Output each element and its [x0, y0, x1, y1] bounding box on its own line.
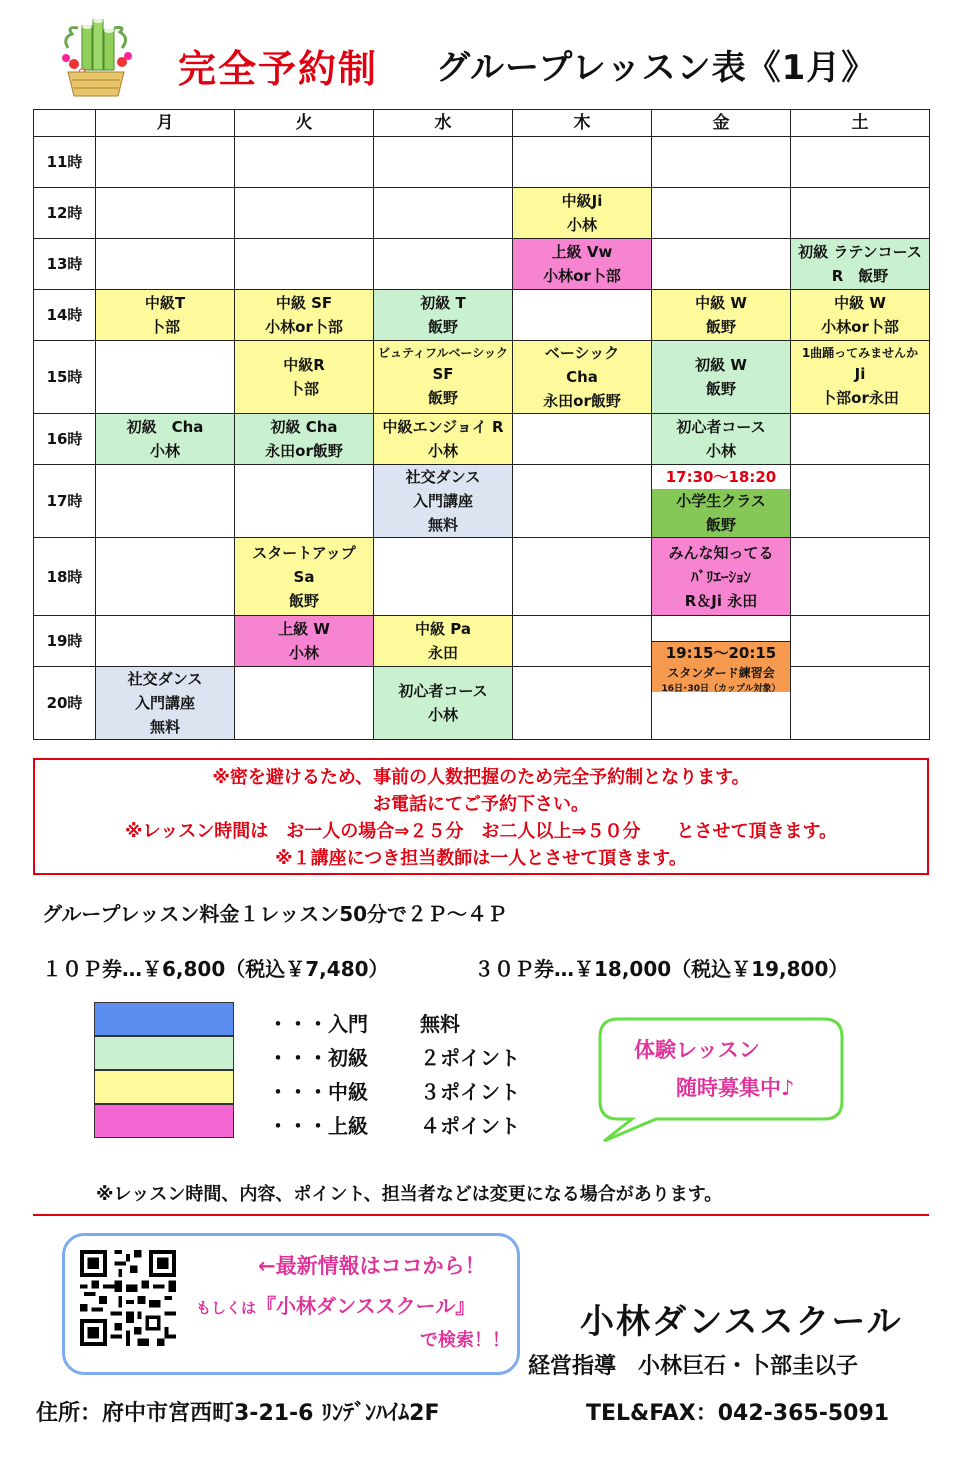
notice-line: お電話にてご予約下さい。 [373, 794, 589, 815]
lesson-cell [235, 414, 374, 465]
empty-cell [791, 188, 930, 239]
empty-cell [652, 188, 791, 239]
lesson-cell [96, 414, 235, 465]
address: 住所：府中市宮西町3-21-6 ﾘﾝﾃﾞﾝﾊｲﾑ2F [36, 1401, 440, 1426]
legend-swatch-beginner [94, 1036, 234, 1070]
row-17 [34, 465, 930, 538]
lesson-name: 中級R [283, 356, 325, 374]
lesson-cell [235, 538, 374, 616]
lesson-cell [652, 341, 791, 414]
qr-latest-info: ←最新情報はココから！ [258, 1254, 486, 1278]
lesson-teacher: 小林or卜部 [821, 318, 899, 336]
empty-cell [96, 465, 235, 538]
lesson-name: 中級 W [834, 294, 886, 312]
lesson-name: 社交ダンス [127, 670, 203, 688]
lesson-name: Cha [566, 368, 598, 386]
empty-cell [96, 188, 235, 239]
empty-cell [96, 239, 235, 290]
lesson-body [652, 489, 790, 537]
fee-line: グループレッスン料金１レッスン50分で２Ｐ～４Ｐ [42, 902, 508, 926]
lesson-name: Ji [854, 365, 866, 383]
empty-cell [235, 239, 374, 290]
legend-points: ２ポイント [420, 1046, 520, 1070]
lesson-time: 17:30～18:20 [652, 465, 790, 489]
day-tue: 火 [235, 110, 374, 137]
row-16 [34, 414, 930, 465]
header [52, 14, 932, 100]
hour-label: 12時 [34, 188, 96, 239]
row-18 [34, 538, 930, 616]
lesson-cell [374, 414, 513, 465]
hour-label: 13時 [34, 239, 96, 290]
lesson-teacher: R＆Ji 永田 [684, 591, 758, 610]
lesson-cell [513, 188, 652, 239]
empty-cell [235, 137, 374, 188]
qr-search-name: 『小林ダンススクール』 [256, 1294, 476, 1318]
lesson-note: 1曲踊ってみませんか [801, 346, 919, 360]
hour-label: 18時 [34, 538, 96, 616]
lesson-teacher: 飯野 [705, 380, 736, 398]
empty-cell [96, 538, 235, 616]
lesson-cell [374, 667, 513, 740]
empty-cell [96, 616, 235, 667]
lesson-name: 社交ダンス [405, 468, 481, 486]
lesson-teacher: 小林 [566, 216, 597, 234]
lesson-teacher: 永田or飯野 [265, 442, 343, 460]
lesson-price: 無料 [149, 718, 180, 736]
legend-swatch-intermediate [94, 1070, 234, 1104]
day-fri: 金 [652, 110, 791, 137]
lesson-teacher: 飯野 [288, 591, 319, 610]
empty-cell [96, 341, 235, 414]
empty-cell [791, 414, 930, 465]
qr-search-suffix: で検索！！ [420, 1330, 510, 1351]
lesson-name: 上級 Vw [551, 243, 613, 261]
day-wed: 水 [374, 110, 513, 137]
lesson-name: 中級 Pa [415, 620, 471, 638]
lesson-time: 19:15～20:15 [665, 644, 777, 662]
lesson-name: 入門講座 [412, 492, 473, 510]
legend-level: ・・・初級 [268, 1046, 368, 1070]
qr-search-hint [196, 1290, 475, 1319]
hour-label: 20時 [34, 667, 96, 740]
ticket-10p: １０Ｐ券…￥6,800（税込￥7,480） [42, 957, 389, 981]
lesson-teacher: 小林or卜部 [543, 267, 621, 285]
row-15 [34, 341, 930, 414]
row-13 [34, 239, 930, 290]
empty-cell [513, 538, 652, 616]
lesson-name: 中級 W [695, 294, 747, 312]
lesson-name: 初級 T [420, 294, 466, 312]
lesson-name: 初級 W [695, 356, 747, 374]
legend-item [268, 1076, 520, 1105]
lesson-teacher: 永田 [427, 644, 458, 662]
lesson-teacher: 飯野 [705, 318, 736, 336]
legend-swatch-intro [94, 1002, 234, 1036]
empty-cell [791, 137, 930, 188]
lesson-name: SF [432, 365, 454, 383]
empty-cell [652, 137, 791, 188]
legend-level: ・・・入門 [268, 1012, 368, 1036]
lesson-name: みんな知ってる [668, 543, 774, 562]
trial-lesson-title: 体験レッスン [634, 1038, 760, 1062]
lesson-name: 初級 ラテンコース [798, 243, 922, 261]
lesson-name: 初級 Cha [126, 418, 204, 436]
lesson-teacher: 小林 [705, 442, 736, 460]
lesson-name: スタンダード練習会 [667, 666, 775, 680]
empty-cell [652, 239, 791, 290]
hour-label: 19時 [34, 616, 96, 667]
lesson-cell [513, 341, 652, 414]
empty-cell [791, 538, 930, 616]
legend-points: 無料 [420, 1012, 460, 1036]
trial-lesson-recruit: 随時募集中♪ [676, 1076, 795, 1100]
lesson-cell [96, 667, 235, 740]
lesson-cell [235, 341, 374, 414]
divider [33, 1214, 929, 1216]
lesson-cell [96, 290, 235, 341]
reservation-notice [33, 758, 929, 875]
lesson-teacher: 飯野 [705, 516, 736, 534]
empty-cell [513, 290, 652, 341]
empty-cell [513, 667, 652, 740]
notice-line: ※１講座につき担当教師は一人とさせて頂きます。 [275, 848, 687, 869]
day-thu: 木 [513, 110, 652, 137]
lesson-cell [652, 538, 791, 616]
lesson-name: 上級 W [278, 620, 330, 638]
corner-cell [34, 110, 96, 137]
empty-cell [235, 465, 374, 538]
empty-cell [791, 667, 930, 740]
school-name: 小林ダンススクール [580, 1302, 903, 1342]
lesson-teacher: 小林 [288, 644, 319, 662]
lesson-cell [235, 616, 374, 667]
empty-cell [791, 616, 930, 667]
hour-label: 15時 [34, 341, 96, 414]
lesson-cell [374, 290, 513, 341]
schedule-table [33, 109, 930, 740]
day-sat: 土 [791, 110, 930, 137]
empty-cell [374, 188, 513, 239]
legend-points: ３ポイント [420, 1080, 520, 1104]
lesson-cell [791, 290, 930, 341]
empty-cell [513, 137, 652, 188]
lesson-cell [791, 341, 930, 414]
hour-label: 14時 [34, 290, 96, 341]
lesson-cell [374, 341, 513, 414]
lesson-cell [374, 465, 513, 538]
lesson-teacher: 飯野 [427, 318, 458, 336]
lesson-teacher: 飯野 [427, 389, 458, 407]
empty-cell [513, 616, 652, 667]
lesson-cell [652, 465, 791, 538]
lesson-cell [652, 616, 791, 740]
row-11 [34, 137, 930, 188]
hour-label: 11時 [34, 137, 96, 188]
row-12 [34, 188, 930, 239]
empty-cell [374, 239, 513, 290]
lesson-name: 初級 Cha [270, 418, 338, 436]
lesson-cell [513, 239, 652, 290]
row-20 [34, 667, 930, 740]
empty-cell [374, 137, 513, 188]
empty-cell [235, 188, 374, 239]
lesson-name: 小学生クラス [676, 492, 766, 510]
lesson-note: ベーシック [544, 344, 620, 362]
legend-item [268, 1110, 520, 1139]
spacer [652, 616, 790, 641]
legend-points: ４ポイント [420, 1114, 520, 1138]
empty-cell [235, 667, 374, 740]
row-19 [34, 616, 930, 667]
lesson-name: スタートアップ [252, 543, 356, 562]
empty-cell [513, 465, 652, 538]
lesson-cell [374, 616, 513, 667]
lesson-cell [652, 414, 791, 465]
ticket-30p: ３０Ｐ券…￥18,000（税込￥19,800） [474, 957, 849, 981]
kadomatsu-icon [52, 18, 140, 98]
lesson-teacher: R 飯野 [831, 267, 889, 285]
lesson-teacher: 小林 [427, 706, 458, 724]
empty-cell [513, 414, 652, 465]
legend-item [268, 1008, 460, 1037]
lesson-note: ビュティフルベーシック [377, 346, 509, 360]
lesson-body [652, 641, 790, 692]
lesson-cell [791, 239, 930, 290]
lesson-price: 無料 [427, 516, 458, 534]
phone: TEL&FAX：042-365-5091 [586, 1401, 890, 1426]
qr-search-prefix: もしくは [196, 1299, 257, 1317]
lesson-teacher: 卜部 [288, 380, 319, 398]
management: 経営指導 小林巨石・卜部圭以子 [528, 1354, 859, 1379]
notice-line: ※レッスン時間は お一人の場合⇒２５分 お二人以上⇒５０分 とさせて頂きます。 [124, 821, 838, 842]
change-note: ※レッスン時間、内容、ポイント、担当者などは変更になる場合があります。 [96, 1184, 723, 1205]
lesson-cell [235, 290, 374, 341]
row-14 [34, 290, 930, 341]
legend-item [268, 1042, 520, 1071]
lesson-name: 中級Ji [561, 192, 603, 210]
empty-cell [96, 137, 235, 188]
lesson-teacher: 卜部 [149, 318, 180, 336]
lesson-cell [652, 290, 791, 341]
empty-cell [374, 538, 513, 616]
empty-cell [791, 465, 930, 538]
lesson-name: 中級T [144, 294, 186, 312]
title-reservation: 完全予約制 [178, 47, 379, 91]
lesson-teacher: 卜部or永田 [821, 389, 899, 407]
hour-label: 16時 [34, 414, 96, 465]
lesson-teacher: 永田or飯野 [543, 392, 621, 410]
lesson-name: 中級エンジョイ R [382, 418, 504, 436]
lesson-name: 初心者コース [676, 418, 766, 436]
hour-label: 17時 [34, 465, 96, 538]
lesson-teacher: 小林 [149, 442, 180, 460]
day-header-row [34, 110, 930, 137]
page-title: グループレッスン表《1月》 [436, 48, 877, 88]
lesson-name: ﾊﾞﾘｴｰｼｮﾝ [690, 567, 751, 586]
lesson-name: 初心者コース [398, 682, 488, 700]
lesson-teacher: 小林 [427, 442, 458, 460]
lesson-teacher: 小林or卜部 [265, 318, 343, 336]
legend-level: ・・・上級 [268, 1114, 368, 1138]
day-mon: 月 [96, 110, 235, 137]
lesson-note: 16日･30日（カップル対象） [661, 684, 781, 694]
notice-line: ※密を避けるため、事前の人数把握のため完全予約制となります。 [212, 767, 750, 788]
lesson-name: Sa [293, 567, 315, 586]
lesson-name: 中級 SF [275, 294, 333, 312]
lesson-name: 入門講座 [134, 694, 195, 712]
legend-swatch-advanced [94, 1104, 234, 1138]
qr-code-icon[interactable] [80, 1250, 176, 1346]
legend-level: ・・・中級 [268, 1080, 368, 1104]
